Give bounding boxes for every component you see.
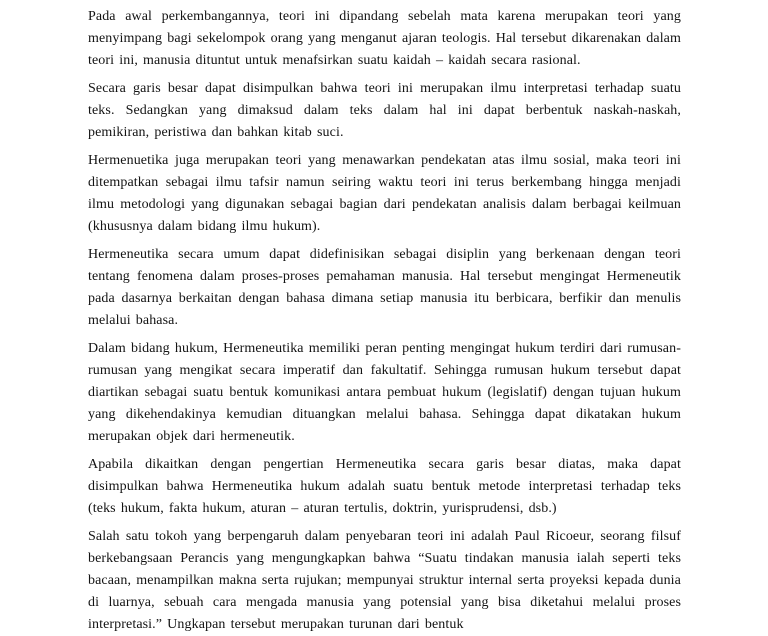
paragraph: Pada awal perkembangannya, teori ini dipandang sebelah mata karena merupakan teori yang menyimpang bagi sekelompok orang yang menganut ajaran teologis. Hal tersebut dikarenakan dalam teori ini, manusia dituntut untuk menafsirkan suatu kaidah – kaidah secara rasional. [88, 9, 681, 68]
paragraph: Secara garis besar dapat disimpulkan bahwa teori ini merupakan ilmu interpretasi terhadap suatu teks. Sedangkan yang dimaksud dalam teks dalam hal ini dapat berbentuk naskah-naskah, pemikiran, peristiwa dan bahkan kitab suci. [88, 81, 681, 140]
paragraph: Hermenuetika juga merupakan teori yang menawarkan pendekatan atas ilmu sosial, maka teori ini ditempatkan sebagai ilmu tafsir namun seiring waktu teori ini terus berkembang hingga menjadi ilmu metodologi yang digunakan sebagai bagian dari pendekatan analisis dalam berbagai keilmuan (khususnya dalam bidang ilmu hukum). [88, 153, 681, 234]
paragraph: Hermeneutika secara umum dapat didefinisikan sebagai disiplin yang berkenaan dengan teori tentang fenomena dalam proses-proses pemahaman manusia. Hal tersebut mengingat Hermeneutik pada dasarnya berkaitan dengan bahasa dimana setiap manusia itu berbicara, berfikir dan menulis melalui bahasa. [88, 247, 681, 328]
paragraph: Salah satu tokoh yang berpengaruh dalam penyebaran teori ini adalah Paul Ricoeur, seorang filsuf berkebangsaan Perancis yang mengungkapkan bahwa “Suatu tindakan manusia ialah seperti teks bacaan, menampilkan makna serta rujukan; mempunyai struktur internal serta proyeksi kepada dunia di luarnya, sebuah cara mengada manusia yang potensial yang bisa diketahui melalui proses interpretasi.” Ungkapan tersebut merupakan turunan dari bentuk [88, 529, 681, 632]
paragraph: Dalam bidang hukum, Hermeneutika memiliki peran penting mengingat hukum terdiri dari rumusan- rumusan yang mengikat secara imperatif dan fakultatif. Sehingga rumusan hukum tersebut dapat diartikan sebagai suatu bentuk komunikasi antara pembuat hukum (legislatif) dengan tujuan hukum yang dikehendakinya kemudian dituangkan melalui bahasa. Sehingga dapat dikatakan hukum merupakan objek dari hermeneutik. [88, 341, 681, 444]
paragraph: Apabila dikaitkan dengan pengertian Hermeneutika secara garis besar diatas, maka dapat disimpulkan bahwa Hermeneutika hukum adalah suatu bentuk metode interpretasi terhadap teks (teks hukum, fakta hukum, aturan – aturan tertulis, doktrin, yurisprudensi, dsb.) [88, 457, 681, 516]
document-body [88, 6, 681, 636]
